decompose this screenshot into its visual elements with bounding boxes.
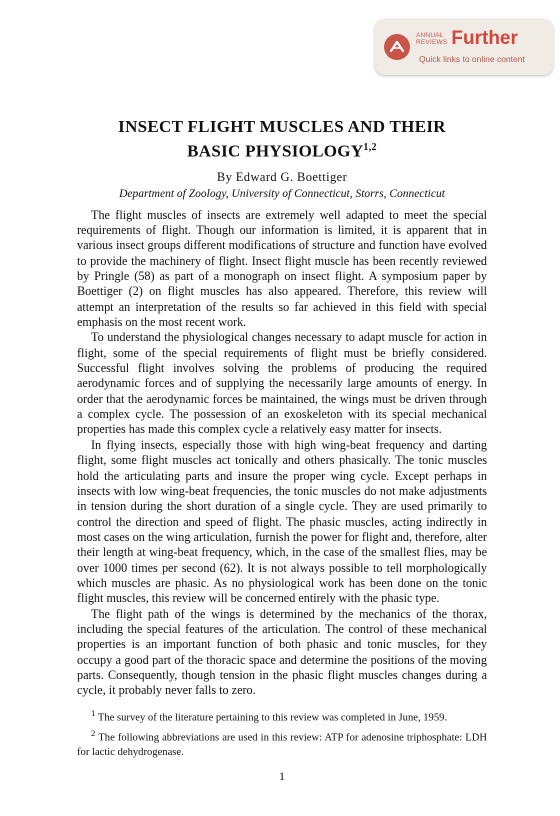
body-paragraph: The flight path of the wings is determined by the mechanics of the thorax, including the special features of the articulation. The control of these mechanical properties is an important function of both phasic and tonic muscles, for they occupy a good part of the thoracic space and determine the positions of the moving parts. Consequently, though tension in the phasic flight muscles changes during a cycle, it probably never falls to zero. bbox=[77, 606, 487, 698]
body-paragraph: The flight muscles of insects are extremely well adapted to meet the special requirements of flight. Though our information is limited, it is apparent that in various insect groups different modifications of structure and function have evolved to provide the machinery of flight. Insect flight muscle has been recently reviewed by Pringle (58) as part of a monograph on insect flight. A symposium paper by Boettiger (2) on flight muscles has also appeared. Therefore, this review will attempt an interpretation of the results so far achieved in this field with special emphasis on the most recent work. bbox=[77, 207, 487, 330]
further-label: Further bbox=[451, 28, 518, 49]
footnote-text: The survey of the literature pertaining to this review was completed in June, 1959. bbox=[97, 712, 448, 724]
body-paragraph: To understand the physiological changes necessary to adapt muscle for action in flight, some of the special requirements of flight must be briefly considered. Successful flight involves solving the problems of producing the required aerodynamic forces and of supplying the necessarily large amounts of energy. In order that the aerodynamic forces be maintained, the wings must be driven through a complex cycle. The possession of an exoskeleton with its special mechanical properties has made this complex cycle a relatively easy matter for insects. bbox=[77, 330, 487, 437]
title-footnote-marks: 1,2 bbox=[363, 142, 377, 153]
footnote bbox=[77, 706, 487, 726]
further-subtitle: Quick links to online content bbox=[419, 54, 525, 64]
further-badge[interactable] bbox=[375, 19, 553, 75]
article-page bbox=[77, 116, 487, 784]
author-line: By Edward G. Boettiger bbox=[216, 169, 348, 184]
annual-reviews-wordmark: ANNUAL REVIEWS bbox=[416, 32, 448, 46]
footnote-text: The following abbreviations are used in this review: ATP for adenosine triphosphate: LDH for lactic dehydrogenase. bbox=[77, 732, 487, 758]
article-title bbox=[77, 116, 487, 162]
footnote-mark: 2 bbox=[91, 727, 96, 738]
footnote bbox=[77, 726, 487, 761]
annual-reviews-logo-icon bbox=[384, 34, 410, 60]
affiliation-line: Department of Zoology, University of Connecticut, Storrs, Connecticut bbox=[119, 187, 445, 200]
body-paragraph: In flying insects, especially those with high wing-beat frequency and darting flight, some flight muscles act tonically and others phasically. The tonic muscles hold the articulating parts and insure the proper wing cycle. Except perhaps in insects with low wing-beat frequencies, the tonic muscles do not make adjustments in tension during the short duration of a single cycle. They are used primarily to control the direction and speed of flight. The phasic muscles, acting indirectly in most cases on the wing articulation, furnish the power for flight and, therefore, alter their length at wing-beat frequency, which, in the case of the smallest flies, may be over 1000 times per second (62). It is not always possible to tell morphologically which muscles are phasic. As no physiological work has been done on the tonic flight muscles, this review will be concerned entirely with the phasic type. bbox=[77, 437, 487, 606]
page-number: 1 bbox=[279, 768, 285, 783]
title-line-1: INSECT FLIGHT MUSCLES AND THEIR bbox=[118, 117, 446, 136]
footnote-mark: 1 bbox=[91, 707, 96, 718]
title-line-2: BASIC PHYSIOLOGY$^{1,2}$ bbox=[187, 141, 377, 161]
footnotes bbox=[77, 706, 487, 761]
